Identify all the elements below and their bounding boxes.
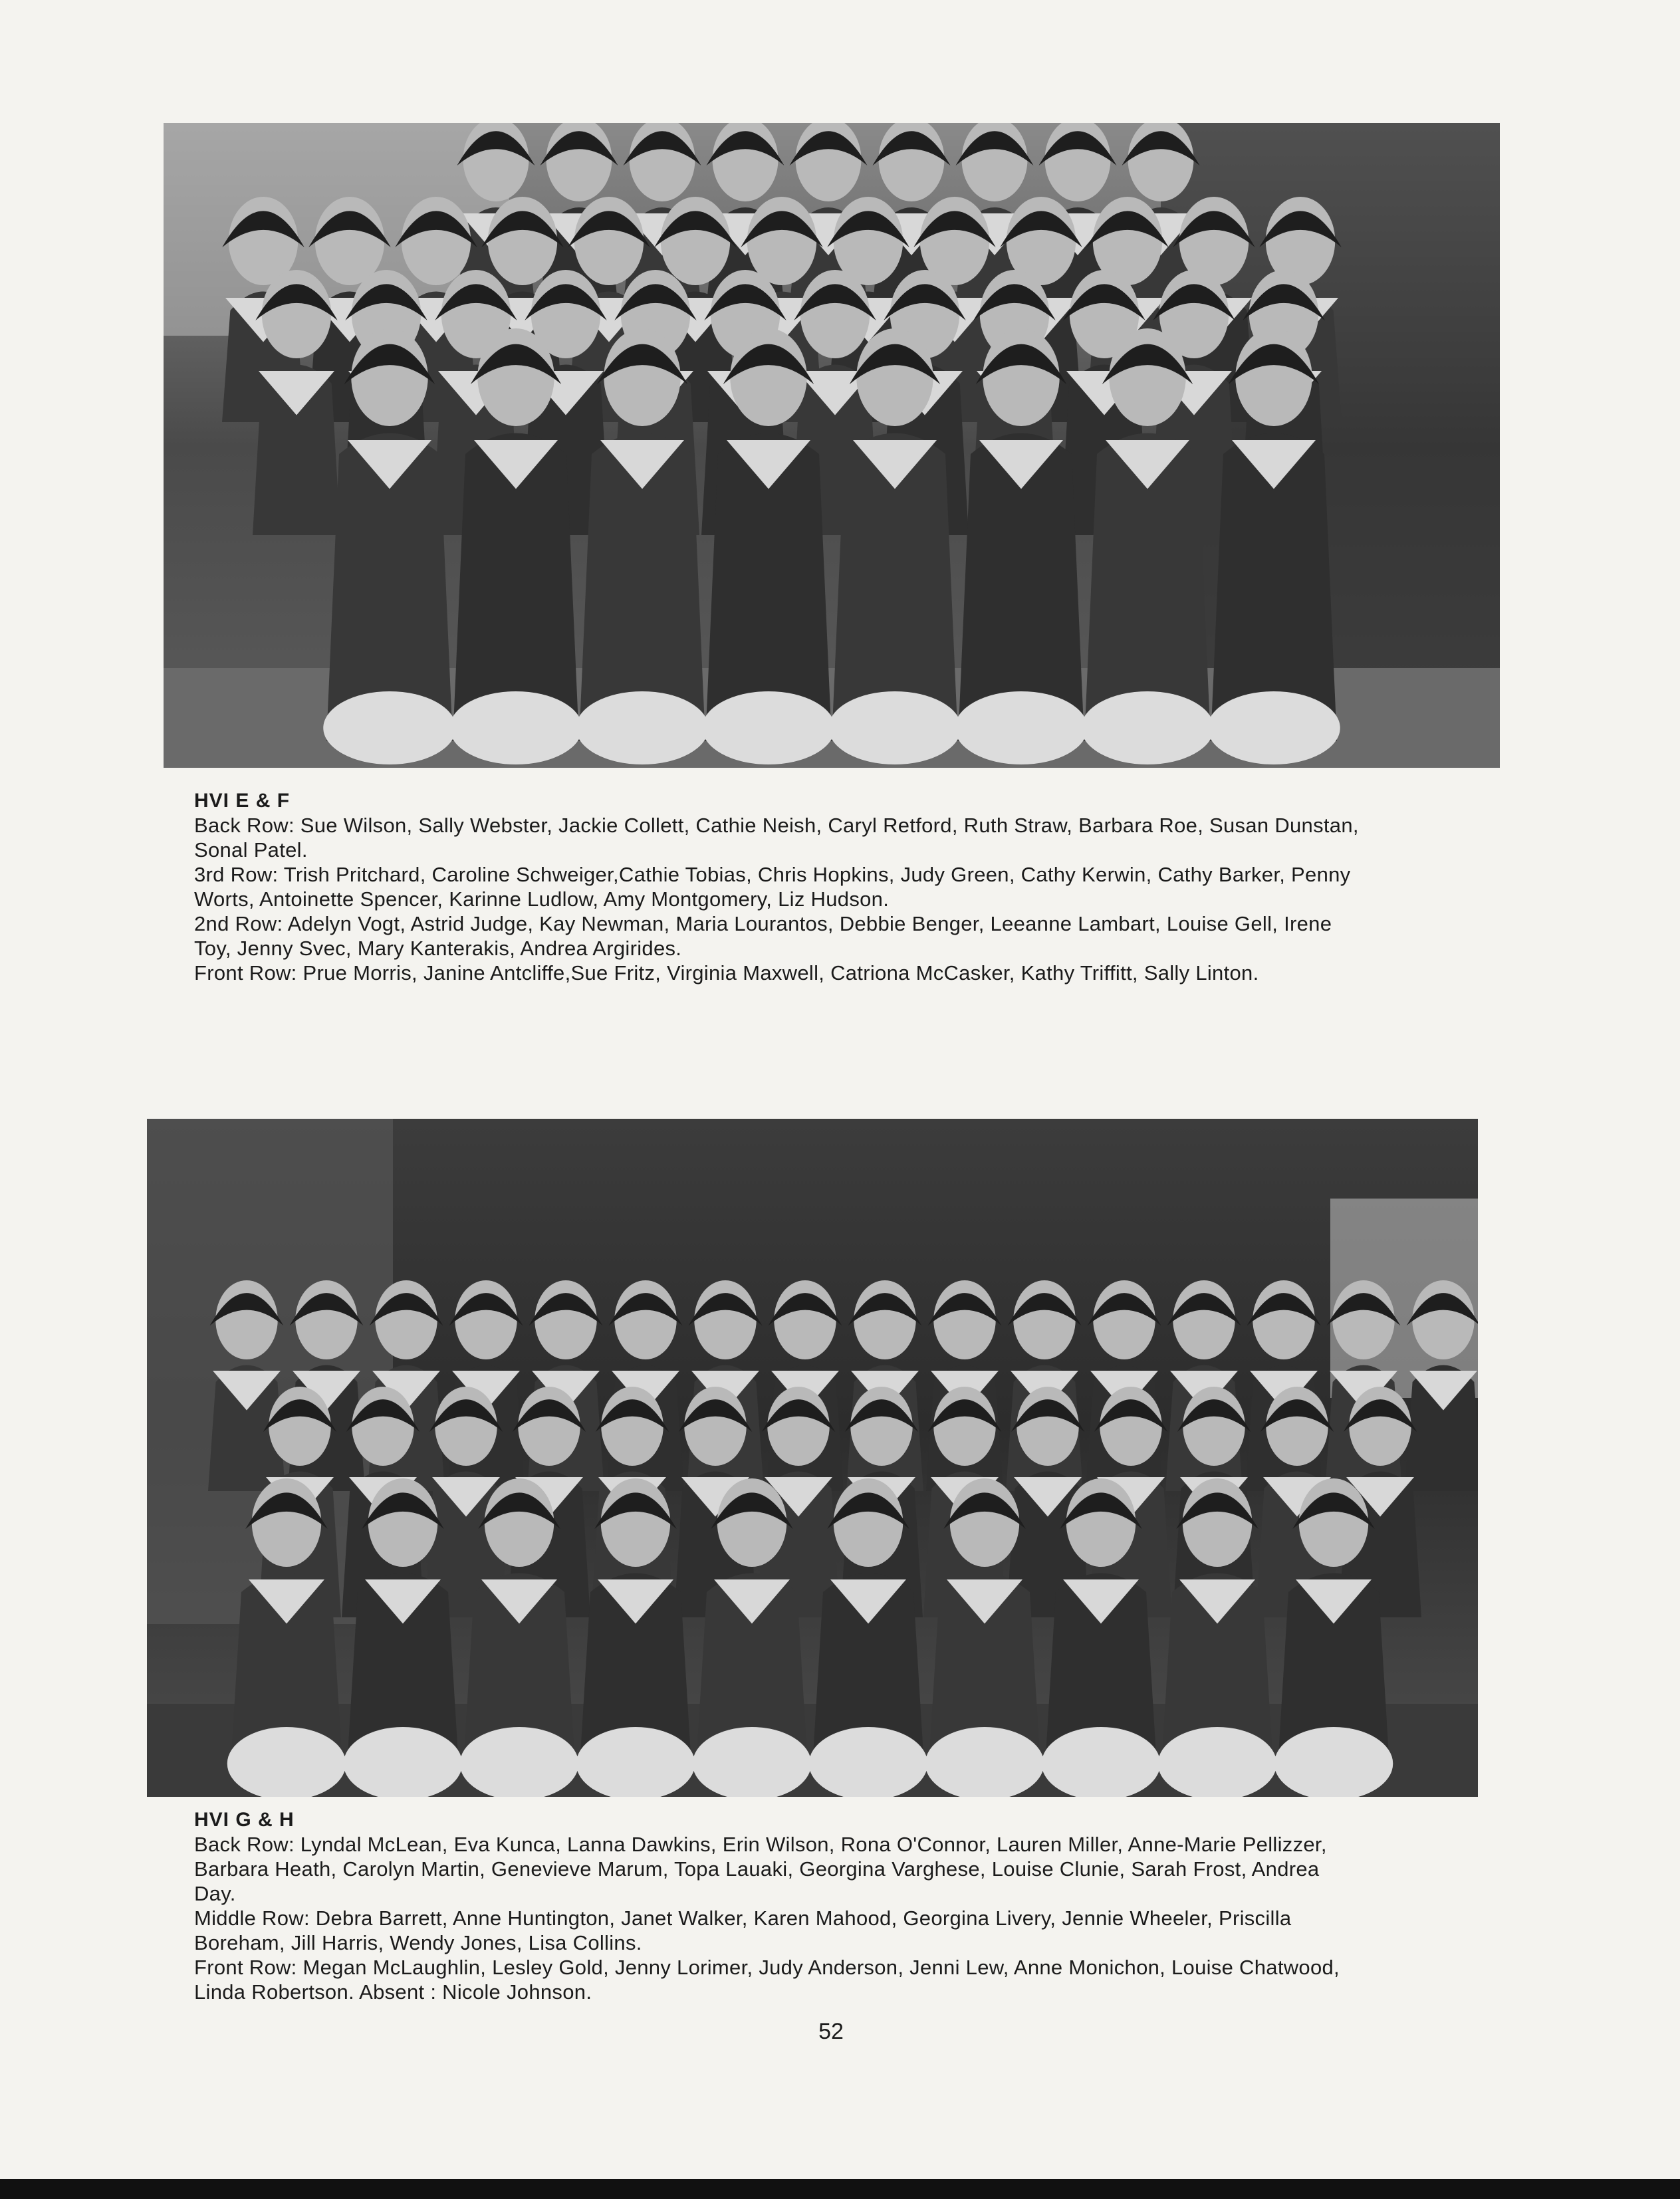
skirt-shape [925,1727,1044,1797]
skirt-shape [1274,1727,1393,1797]
skirt-shape [1042,1727,1161,1797]
face-shape [1013,1280,1076,1359]
caption-line: Barbara Heath, Carolyn Martin, Genevieve Marum, Topa Lauaki, Georgina Varghese, Louise Clunie, Sarah Frost, Andrea [194,1857,1320,1881]
caption-line: 3rd Row: Trish Pritchard, Caroline Schweiger,Cathie Tobias, Chris Hopkins, Judy Green, Cathy Kerwin, Cathy Barker, Penny [194,863,1351,886]
face-shape [694,1280,757,1359]
face-shape [375,1280,437,1359]
face-shape [315,197,385,285]
skirt-shape [1081,691,1214,764]
caption-line: Boreham, Jill Harris, Wendy Jones, Lisa Collins. [194,1931,642,1954]
skirt-shape [702,691,835,764]
face-shape [1349,1387,1411,1466]
face-shape [295,1280,358,1359]
face-shape [1266,1387,1328,1466]
face-shape [601,1387,663,1466]
skirt-shape [576,1727,695,1797]
face-shape [854,1280,916,1359]
face-shape [455,1280,517,1359]
caption-line: Day. [194,1882,236,1905]
face-shape [402,197,471,285]
face-shape [1109,328,1186,426]
face-shape [1100,1387,1162,1466]
face-shape [1183,1478,1253,1567]
face-shape [351,328,428,426]
face-shape [477,328,554,426]
face-shape [983,328,1060,426]
face-shape [950,1478,1020,1567]
skirt-shape [449,691,582,764]
face-shape [834,1478,903,1567]
caption-line: Worts, Antoinette Spencer, Karinne Ludlow, Amy Montgomery, Liz Hudson. [194,887,890,911]
face-shape [661,197,731,285]
photo-hvi-e-f-image [164,123,1500,768]
face-shape [1017,1387,1079,1466]
face-shape [352,1387,414,1466]
face-shape [435,1387,497,1466]
face-shape [856,328,933,426]
face-shape [1183,1387,1245,1466]
face-shape [604,328,681,426]
caption-line: Front Row: Prue Morris, Janine Antcliffe,Sue Fritz, Virginia Maxwell, Catriona McCasker, Kathy Triffitt, Sally Linton. [194,961,1259,984]
face-shape [1093,1280,1155,1359]
page-number: 52 [818,2019,844,2044]
face-shape [1066,1478,1136,1567]
caption-hvi-e-f [194,788,1437,985]
face-shape [1253,1280,1315,1359]
caption-hvi-g-h [194,1807,1437,2004]
face-shape [774,1280,836,1359]
face-shape [1412,1280,1475,1359]
face-shape [601,1478,671,1567]
face-shape [1332,1280,1395,1359]
skirt-shape [1207,691,1340,764]
scan-bottom-edge [0,2179,1680,2199]
caption-line: Back Row: Sue Wilson, Sally Webster, Jackie Collett, Cathie Neish, Caryl Retford, Ruth Straw, Barbara Roe, Susan Dunstan, [194,814,1359,837]
face-shape [368,1478,438,1567]
face-shape [933,1387,996,1466]
caption-line: Front Row: Megan McLaughlin, Lesley Gold, Jenny Lorimer, Judy Anderson, Jenni Lew, Anne Monichon, Louise Chatwood, [194,1956,1340,1979]
class-photo-hvi-g-h [147,1119,1478,1797]
face-shape [933,1280,996,1359]
face-shape [485,1478,554,1567]
skirt-shape [693,1727,812,1797]
class-photo-hvi-e-f [164,123,1500,768]
face-shape [717,1478,787,1567]
skirt-shape [323,691,456,764]
photo-hvi-g-h-image [147,1119,1478,1797]
caption-line: Toy, Jenny Svec, Mary Kanterakis, Andrea Argirides. [194,937,682,960]
skirt-shape [460,1727,579,1797]
face-shape [800,270,870,358]
skirt-shape [344,1727,463,1797]
skirt-shape [809,1727,928,1797]
skirt-shape [227,1727,346,1797]
face-shape [1173,1280,1235,1359]
face-shape [684,1387,747,1466]
section-heading: HVI E & F [194,790,291,812]
face-shape [767,1387,830,1466]
face-shape [614,1280,677,1359]
face-shape [574,197,644,285]
face-shape [747,197,817,285]
skirt-shape [955,691,1088,764]
skirt-shape [1158,1727,1277,1797]
caption-line: Back Row: Lyndal McLean, Eva Kunca, Lanna Dawkins, Erin Wilson, Rona O'Connor, Lauren Miller, Anne-Marie Pellizzer, [194,1833,1327,1856]
caption-line: Linda Robertson. Absent : Nicole Johnson. [194,1980,592,2004]
caption-line: Middle Row: Debra Barrett, Anne Huntington, Janet Walker, Karen Mahood, Georgina Livery, Jennie Wheeler, Priscilla [194,1907,1292,1930]
face-shape [1235,328,1312,426]
face-shape [262,270,332,358]
face-shape [269,1387,331,1466]
caption-line: Sonal Patel. [194,838,308,862]
face-shape [850,1387,913,1466]
section-heading: HVI G & H [194,1809,295,1831]
face-shape [215,1280,278,1359]
face-shape [518,1387,580,1466]
face-shape [535,1280,597,1359]
skirt-shape [828,691,961,764]
caption-line: 2nd Row: Adelyn Vogt, Astrid Judge, Kay Newman, Maria Lourantos, Debbie Benger, Leeanne Lambart, Louise Gell, Irene [194,912,1332,935]
face-shape [730,328,807,426]
face-shape [1299,1478,1369,1567]
face-shape [488,197,558,285]
face-shape [252,1478,322,1567]
skirt-shape [576,691,709,764]
